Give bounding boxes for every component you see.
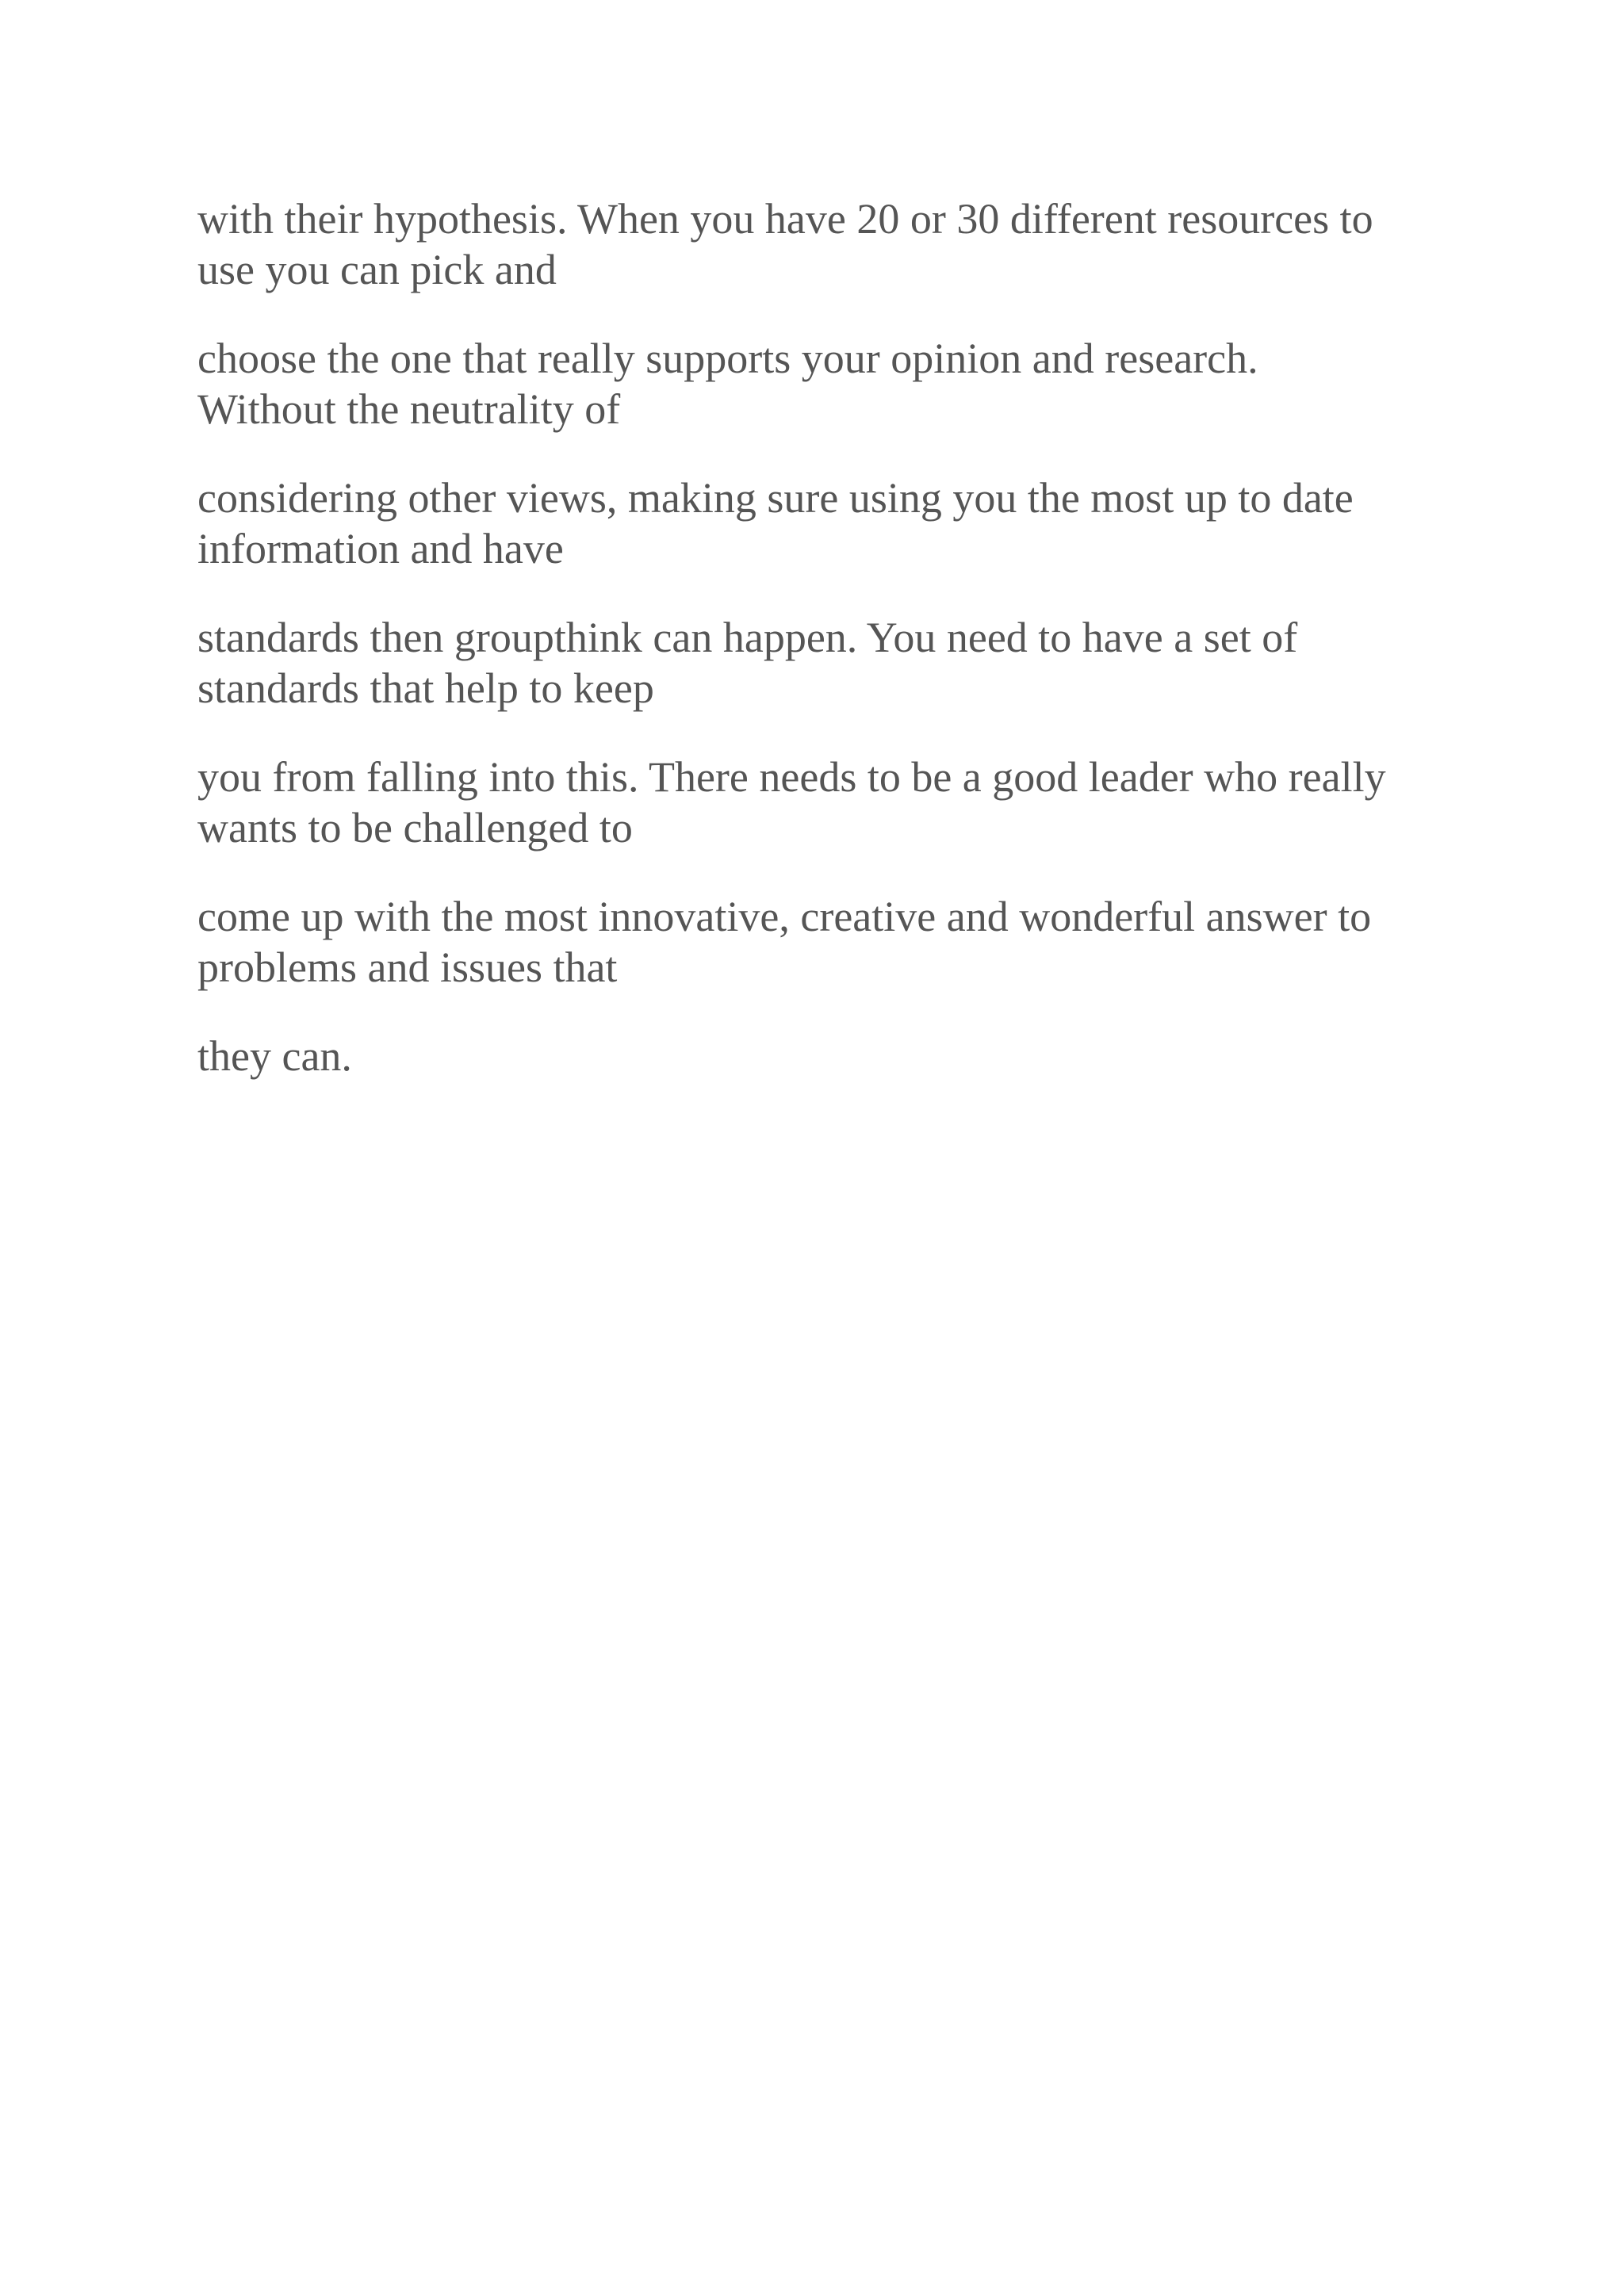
paragraph-line: considering other views, making sure using you the most up to date <box>197 474 1354 522</box>
paragraph-line: Without the neutrality of <box>197 385 621 433</box>
paragraph-7 <box>197 1031 1466 1081</box>
paragraph-3 <box>197 473 1466 574</box>
paragraph-line: problems and issues that <box>197 943 618 991</box>
paragraph-line: information and have <box>197 525 564 572</box>
paragraph-line: use you can pick and <box>197 246 557 293</box>
paragraph-line: come up with the most innovative, creative and wonderful answer to <box>197 893 1372 940</box>
paragraph-line: wants to be challenged to <box>197 804 633 851</box>
paragraph-line: they can. <box>197 1032 352 1080</box>
paragraph-1 <box>197 193 1466 295</box>
paragraph-4 <box>197 612 1466 714</box>
document-body <box>197 193 1466 1119</box>
paragraph-2 <box>197 333 1466 434</box>
paragraph-5 <box>197 752 1466 853</box>
paragraph-line: with their hypothesis. When you have 20 or 30 different resources to <box>197 195 1373 243</box>
paragraph-line: you from falling into this. There needs to be a good leader who really <box>197 753 1386 801</box>
paragraph-line: standards that help to keep <box>197 664 654 712</box>
paragraph-line: standards then groupthink can happen. You need to have a set of <box>197 614 1298 661</box>
paragraph-6 <box>197 891 1466 993</box>
paragraph-line: choose the one that really supports your opinion and research. <box>197 335 1258 382</box>
